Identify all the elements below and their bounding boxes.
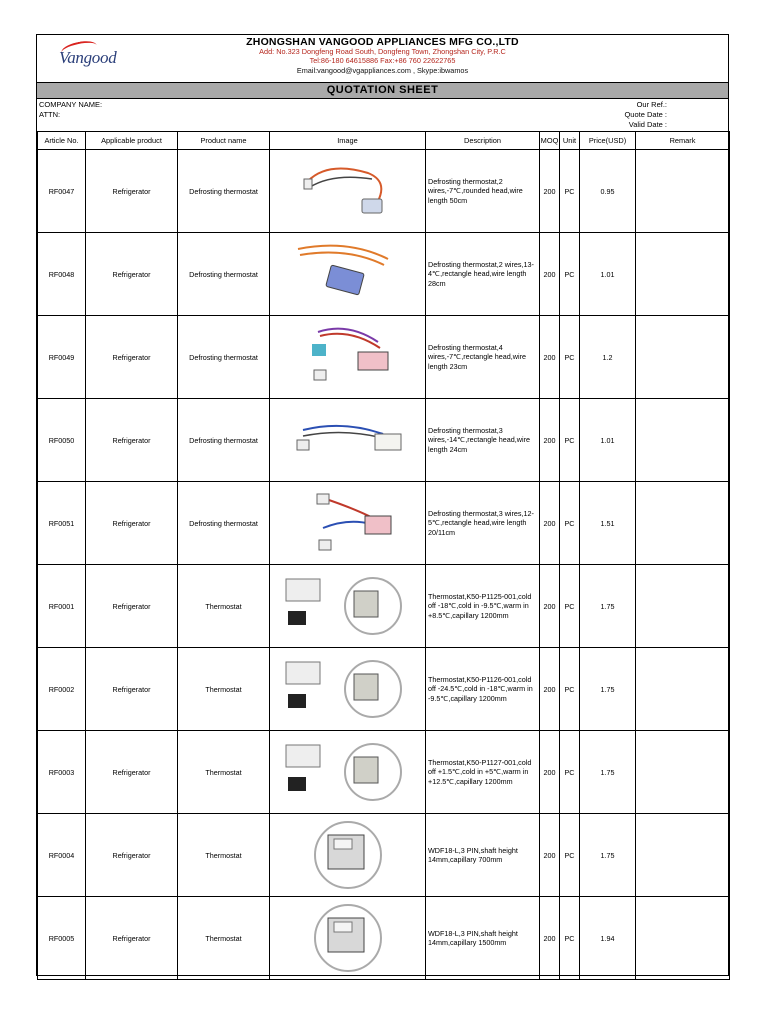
cell-description: Thermostat,K50-P1127-001,cold off +1.5℃,cold in +5℃,warm in +12.5℃,capillary 1200mm xyxy=(426,731,540,814)
quote-date-label: Quote Date : xyxy=(624,110,667,119)
cell-price: 1.94 xyxy=(580,897,636,980)
cell-product-name: Thermostat xyxy=(178,565,270,648)
cell-price: 1.51 xyxy=(580,482,636,565)
cell-remark xyxy=(636,731,730,814)
company-email: Email:vangood@vgappliances.com , Skype:ibwamos xyxy=(296,66,469,75)
cell-unit: PC xyxy=(560,482,580,565)
product-image xyxy=(270,410,425,470)
table-row xyxy=(38,316,730,399)
cell-price: 1.75 xyxy=(580,814,636,897)
product-image xyxy=(270,654,425,724)
cell-price: 1.2 xyxy=(580,316,636,399)
cell-image xyxy=(270,150,426,233)
cell-remark xyxy=(636,316,730,399)
cell-remark xyxy=(636,482,730,565)
header-moq: MOQ xyxy=(540,132,560,150)
company-name: ZHONGSHAN VANGOOD APPLIANCES MFG CO.,LTD xyxy=(246,36,519,48)
cell-price: 1.75 xyxy=(580,731,636,814)
cell-unit: PC xyxy=(560,648,580,731)
cell-remark xyxy=(636,150,730,233)
cell-moq: 200 xyxy=(540,731,560,814)
table-row xyxy=(38,233,730,316)
header-image: Image xyxy=(270,132,426,150)
cell-applicable-product: Refrigerator xyxy=(86,316,178,399)
product-image xyxy=(270,239,425,309)
header-product-name: Product name xyxy=(178,132,270,150)
cell-applicable-product: Refrigerator xyxy=(86,565,178,648)
cell-moq: 200 xyxy=(540,316,560,399)
cell-unit: PC xyxy=(560,316,580,399)
header-applicable-product: Applicable product xyxy=(86,132,178,150)
product-image xyxy=(270,902,425,974)
letterhead xyxy=(37,35,728,83)
cell-product-name: Thermostat xyxy=(178,814,270,897)
cell-unit: PC xyxy=(560,565,580,648)
cell-image xyxy=(270,316,426,399)
table-header-row xyxy=(38,132,730,150)
table-row xyxy=(38,150,730,233)
cell-description: Defrosting thermostat,3 wires,-14℃,rectangle head,wire length 24cm xyxy=(426,399,540,482)
header-description: Description xyxy=(426,132,540,150)
cell-moq: 200 xyxy=(540,814,560,897)
cell-moq: 200 xyxy=(540,233,560,316)
cell-remark xyxy=(636,233,730,316)
table-row xyxy=(38,814,730,897)
cell-moq: 200 xyxy=(540,150,560,233)
cell-unit: PC xyxy=(560,897,580,980)
cell-price: 1.01 xyxy=(580,399,636,482)
cell-applicable-product: Refrigerator xyxy=(86,814,178,897)
company-name-label: COMPANY NAME: xyxy=(39,100,103,109)
cell-description: Defrosting thermostat,3 wires,12-5℃,rectangle head,wire length 20/11cm xyxy=(426,482,540,565)
cell-unit: PC xyxy=(560,731,580,814)
cell-remark xyxy=(636,897,730,980)
cell-product-name: Defrosting thermostat xyxy=(178,399,270,482)
product-image xyxy=(270,571,425,641)
cell-article: RF0047 xyxy=(38,150,86,233)
cell-description: Thermostat,K50-P1125-001,cold off -18℃,cold in -9.5℃,warm in +8.5℃,capillary 1200mm xyxy=(426,565,540,648)
our-ref-label: Our Ref.: xyxy=(636,100,667,109)
cell-description: WDF18-L,3 PIN,shaft height 14mm,capillary 700mm xyxy=(426,814,540,897)
cell-unit: PC xyxy=(560,233,580,316)
cell-unit: PC xyxy=(560,150,580,233)
cell-product-name: Thermostat xyxy=(178,648,270,731)
table-row xyxy=(38,731,730,814)
cell-unit: PC xyxy=(560,814,580,897)
cell-description: Defrosting thermostat,2 wires,13-4℃,rectangle head,wire length 28cm xyxy=(426,233,540,316)
cell-article: RF0051 xyxy=(38,482,86,565)
quotation-sheet xyxy=(36,34,729,976)
product-image xyxy=(270,161,425,221)
header-price: Price(USD) xyxy=(580,132,636,150)
cell-product-name: Defrosting thermostat xyxy=(178,150,270,233)
cell-unit: PC xyxy=(560,399,580,482)
cell-article: RF0005 xyxy=(38,897,86,980)
cell-price: 1.75 xyxy=(580,565,636,648)
cell-article: RF0050 xyxy=(38,399,86,482)
company-logo: Vangood xyxy=(59,48,116,68)
cell-image xyxy=(270,233,426,316)
cell-product-name: Defrosting thermostat xyxy=(178,316,270,399)
cell-image xyxy=(270,897,426,980)
cell-applicable-product: Refrigerator xyxy=(86,150,178,233)
cell-description: Defrosting thermostat,4 wires,-7℃,rectangle head,wire length 23cm xyxy=(426,316,540,399)
cell-applicable-product: Refrigerator xyxy=(86,648,178,731)
quotation-table xyxy=(37,131,730,980)
table-row xyxy=(38,565,730,648)
table-row xyxy=(38,482,730,565)
cell-product-name: Thermostat xyxy=(178,897,270,980)
cell-moq: 200 xyxy=(540,399,560,482)
cell-price: 1.75 xyxy=(580,648,636,731)
header-article: Article No. xyxy=(38,132,86,150)
cell-applicable-product: Refrigerator xyxy=(86,233,178,316)
product-image xyxy=(270,322,425,392)
cell-description: WDF18-L,3 PIN,shaft height 14mm,capillary 1500mm xyxy=(426,897,540,980)
product-image xyxy=(270,737,425,807)
cell-applicable-product: Refrigerator xyxy=(86,482,178,565)
cell-image xyxy=(270,482,426,565)
cell-remark xyxy=(636,399,730,482)
cell-product-name: Defrosting thermostat xyxy=(178,482,270,565)
cell-article: RF0002 xyxy=(38,648,86,731)
product-image xyxy=(270,819,425,891)
cell-remark xyxy=(636,648,730,731)
cell-image xyxy=(270,731,426,814)
table-row xyxy=(38,399,730,482)
cell-moq: 200 xyxy=(540,565,560,648)
cell-price: 1.01 xyxy=(580,233,636,316)
cell-product-name: Thermostat xyxy=(178,731,270,814)
meta-fields xyxy=(37,99,728,131)
attn-label: ATTN: xyxy=(39,110,61,119)
cell-description: Defrosting thermostat,2 wires,-7℃,rounded head,wire length 50cm xyxy=(426,150,540,233)
company-address: Add: No.323 Dongfeng Road South, Dongfeng Town, Zhongshan City, P.R.C xyxy=(259,47,506,56)
cell-image xyxy=(270,814,426,897)
cell-applicable-product: Refrigerator xyxy=(86,731,178,814)
cell-applicable-product: Refrigerator xyxy=(86,897,178,980)
table-row xyxy=(38,897,730,980)
cell-article: RF0049 xyxy=(38,316,86,399)
header-remark: Remark xyxy=(636,132,730,150)
cell-price: 0.95 xyxy=(580,150,636,233)
page-title: QUOTATION SHEET xyxy=(37,83,728,99)
cell-product-name: Defrosting thermostat xyxy=(178,233,270,316)
table-row xyxy=(38,648,730,731)
valid-date-label: Valid Date : xyxy=(628,120,667,129)
cell-moq: 200 xyxy=(540,648,560,731)
cell-description: Thermostat,K50-P1126-001,cold off -24.5℃,cold in -18℃,warm in -9.5℃,capillary 1200mm xyxy=(426,648,540,731)
cell-article: RF0048 xyxy=(38,233,86,316)
cell-article: RF0003 xyxy=(38,731,86,814)
cell-applicable-product: Refrigerator xyxy=(86,399,178,482)
product-image xyxy=(270,488,425,558)
company-tel-fax: Tel:86-180 64615886 Fax:+86 760 22622765 xyxy=(309,56,456,65)
cell-article: RF0004 xyxy=(38,814,86,897)
cell-remark xyxy=(636,565,730,648)
header-unit: Unit xyxy=(560,132,580,150)
cell-moq: 200 xyxy=(540,897,560,980)
cell-image xyxy=(270,399,426,482)
cell-image xyxy=(270,648,426,731)
cell-article: RF0001 xyxy=(38,565,86,648)
cell-moq: 200 xyxy=(540,482,560,565)
cell-remark xyxy=(636,814,730,897)
cell-image xyxy=(270,565,426,648)
